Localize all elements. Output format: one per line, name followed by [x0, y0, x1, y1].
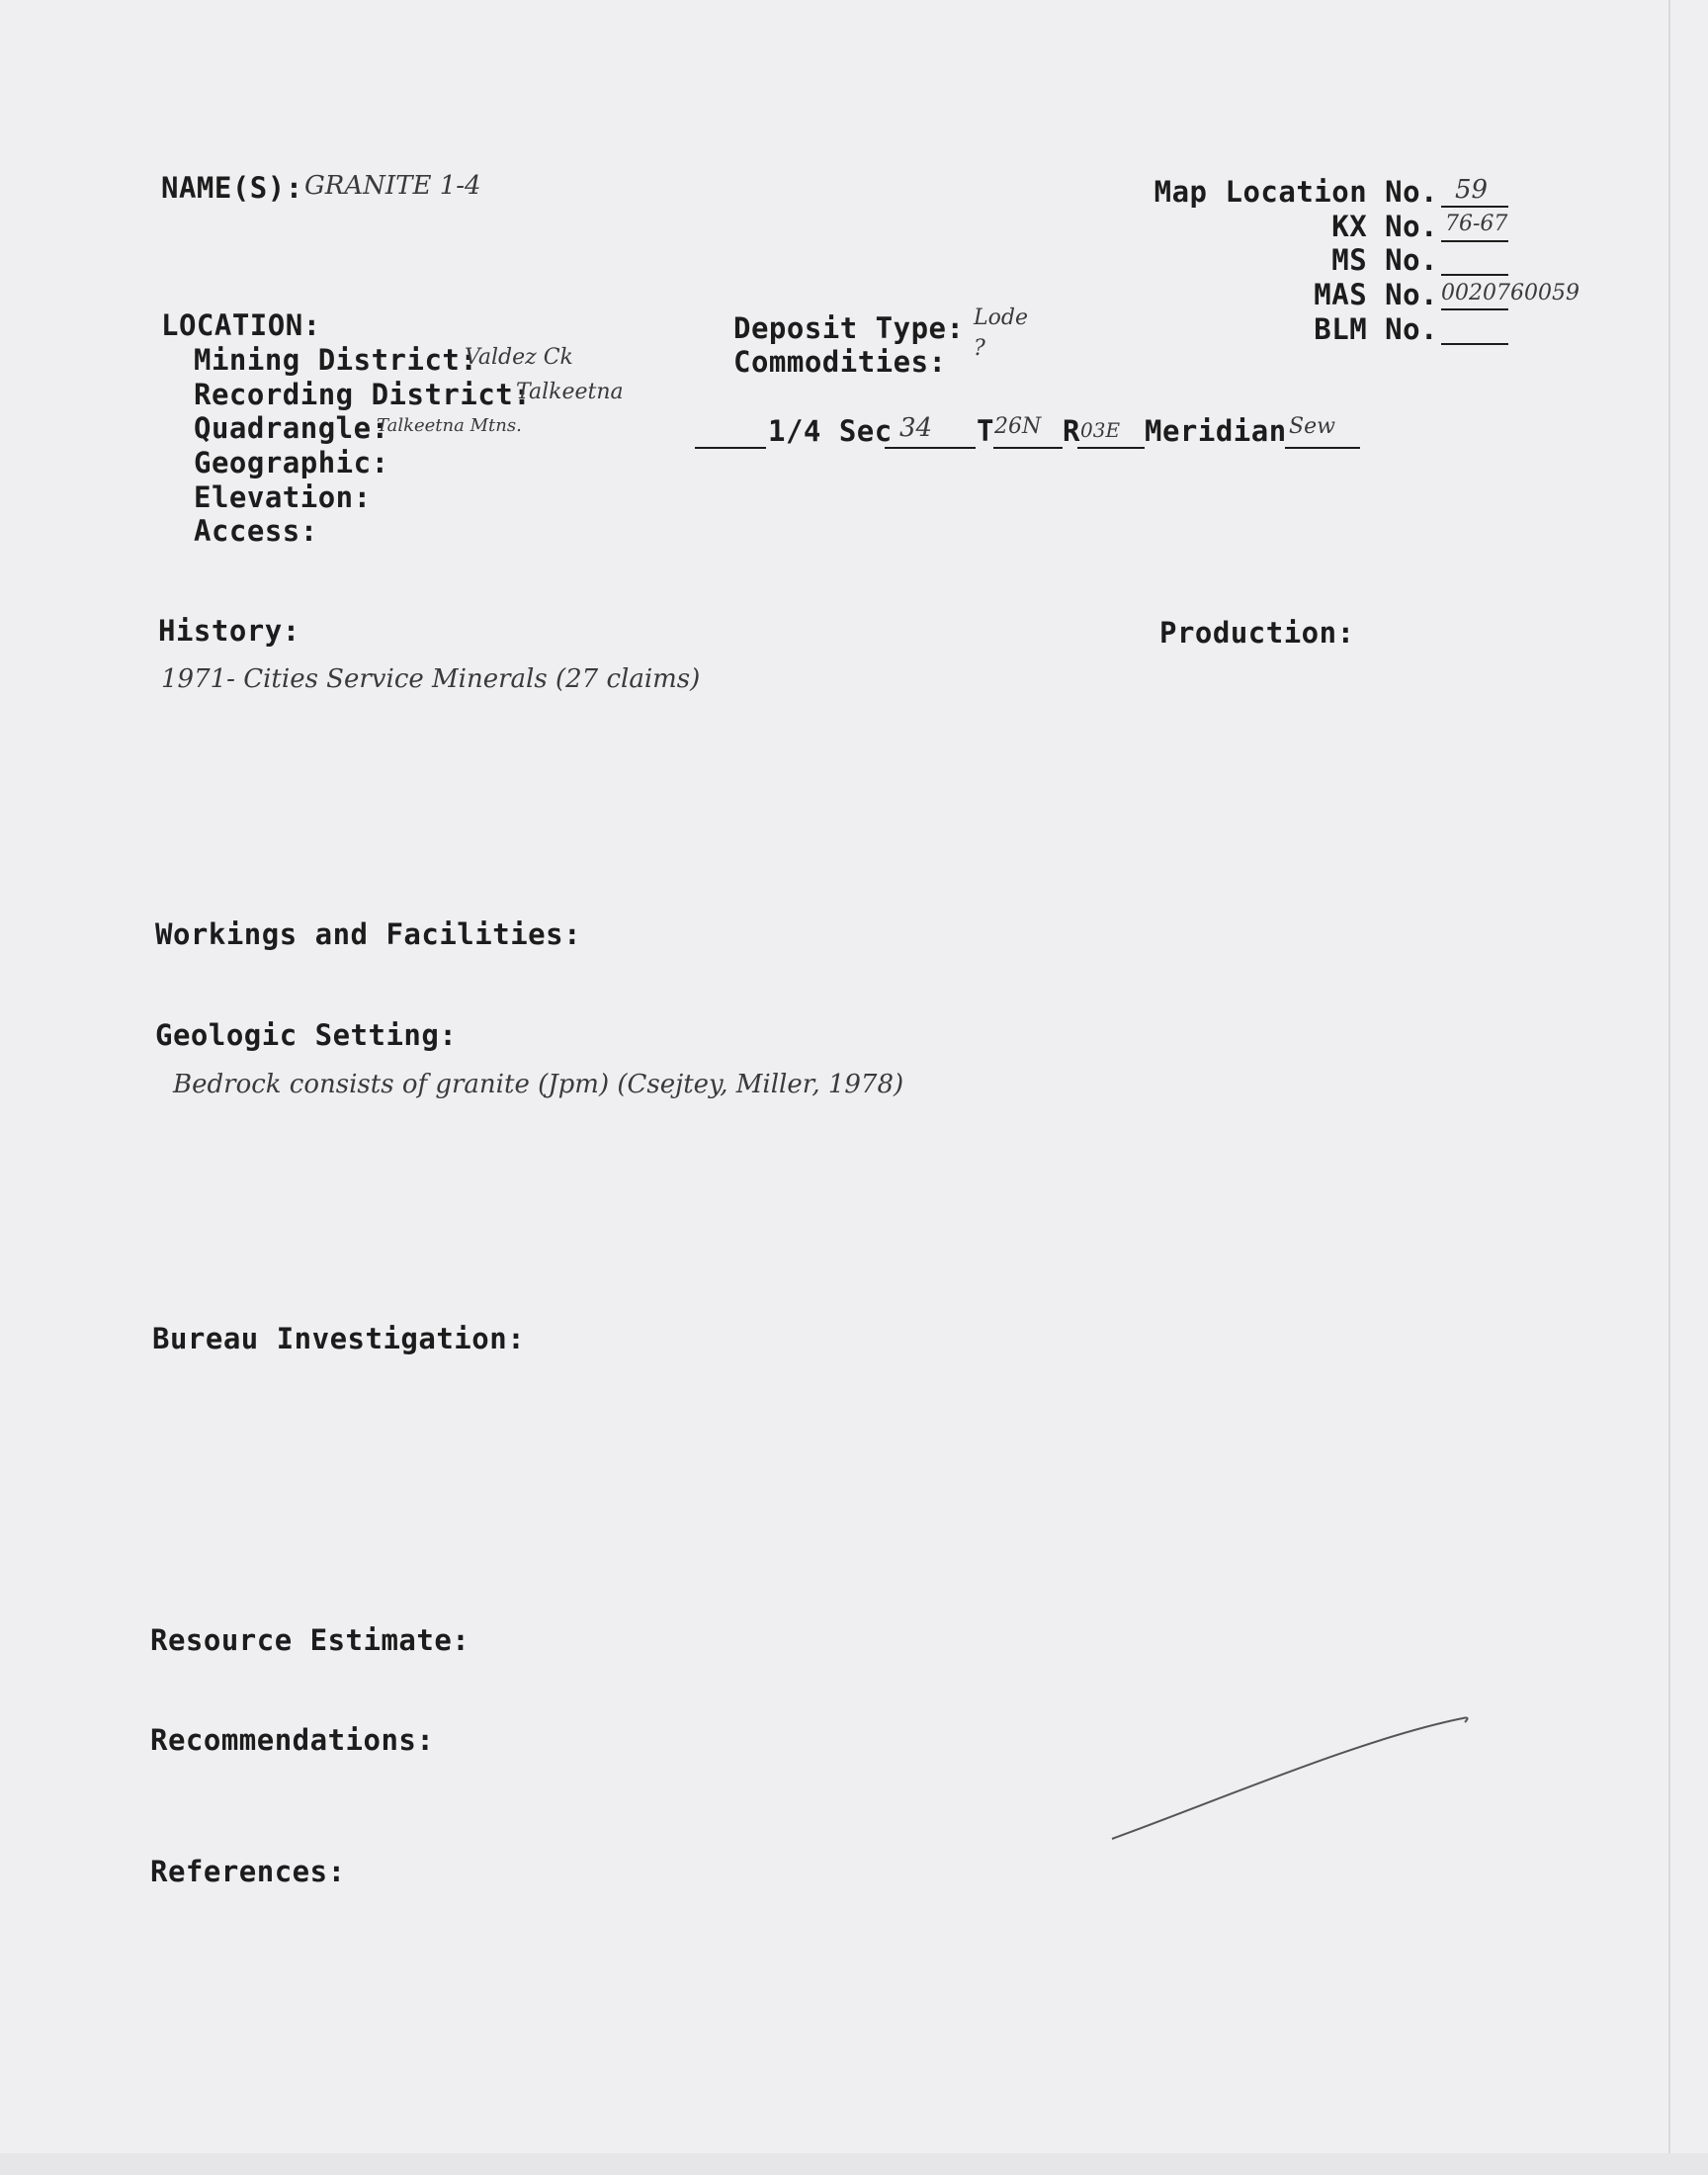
township-value: 26N — [994, 414, 1042, 439]
map-location-blank — [1441, 206, 1508, 208]
sec-blank — [885, 447, 976, 449]
geologic-label: Geologic Setting: — [155, 1018, 458, 1052]
access-label: Access: — [194, 514, 318, 548]
bureau-label: Bureau Investigation: — [152, 1322, 526, 1355]
references-label: References: — [150, 1855, 346, 1888]
township-label: T — [977, 414, 994, 448]
recording-district-value: Talkeetna — [516, 380, 624, 404]
quarter-sec-label: 1/4 Sec — [768, 414, 893, 448]
location-heading: LOCATION: — [161, 308, 321, 342]
elevation-label: Elevation: — [194, 480, 372, 514]
kx-label: KX No. — [1331, 210, 1438, 243]
meridian-label: Meridian — [1145, 414, 1287, 448]
commodities-value: ? — [974, 336, 985, 361]
pen-stroke-mark — [1107, 1708, 1473, 1847]
township-blank — [993, 447, 1063, 449]
range-blank — [1077, 447, 1145, 449]
names-label: NAME(S): — [161, 171, 303, 205]
map-location-label: Map Location No. — [1153, 175, 1438, 209]
resource-label: Resource Estimate: — [150, 1623, 470, 1657]
recommendations-label: Recommendations: — [150, 1723, 435, 1757]
production-label: Production: — [1159, 616, 1355, 650]
deposit-type-label: Deposit Type: — [733, 311, 965, 345]
range-label: R — [1063, 414, 1080, 448]
deposit-type-value: Lode — [974, 305, 1028, 330]
workings-label: Workings and Facilities: — [155, 917, 582, 951]
quadrangle-label: Quadrangle: — [194, 411, 389, 445]
quarter-blank — [695, 447, 766, 449]
sec-value: 34 — [899, 413, 933, 443]
history-value: 1971- Cities Service Minerals (27 claims) — [161, 664, 701, 694]
mas-blank — [1441, 308, 1508, 310]
range-value: 03E — [1080, 418, 1121, 442]
mas-value: 0020760059 — [1441, 281, 1580, 305]
scan-edge — [1668, 0, 1670, 2175]
blm-blank — [1441, 343, 1508, 345]
quadrangle-value: Talkeetna Mtns. — [377, 415, 522, 436]
kx-value: 76-67 — [1445, 212, 1508, 236]
scan-bottom-edge — [0, 2153, 1708, 2175]
geologic-value: Bedrock consists of granite (Jpm) (Csejtey, Miller, 1978) — [173, 1070, 904, 1099]
names-value: GRANITE 1-4 — [304, 171, 481, 201]
blm-label: BLM No. — [1314, 312, 1438, 346]
ms-blank — [1441, 274, 1508, 276]
kx-blank — [1441, 240, 1508, 242]
meridian-blank — [1285, 447, 1360, 449]
mining-district-value: Valdez Ck — [465, 345, 573, 370]
map-location-value: 59 — [1455, 175, 1489, 205]
commodities-label: Commodities: — [733, 345, 947, 379]
meridian-value: Sew — [1289, 414, 1335, 439]
geographic-label: Geographic: — [194, 446, 389, 479]
mas-label: MAS No. — [1314, 278, 1438, 311]
mining-district-label: Mining District: — [194, 343, 478, 377]
history-label: History: — [158, 614, 300, 648]
recording-district-label: Recording District: — [194, 378, 532, 411]
ms-label: MS No. — [1331, 243, 1438, 277]
